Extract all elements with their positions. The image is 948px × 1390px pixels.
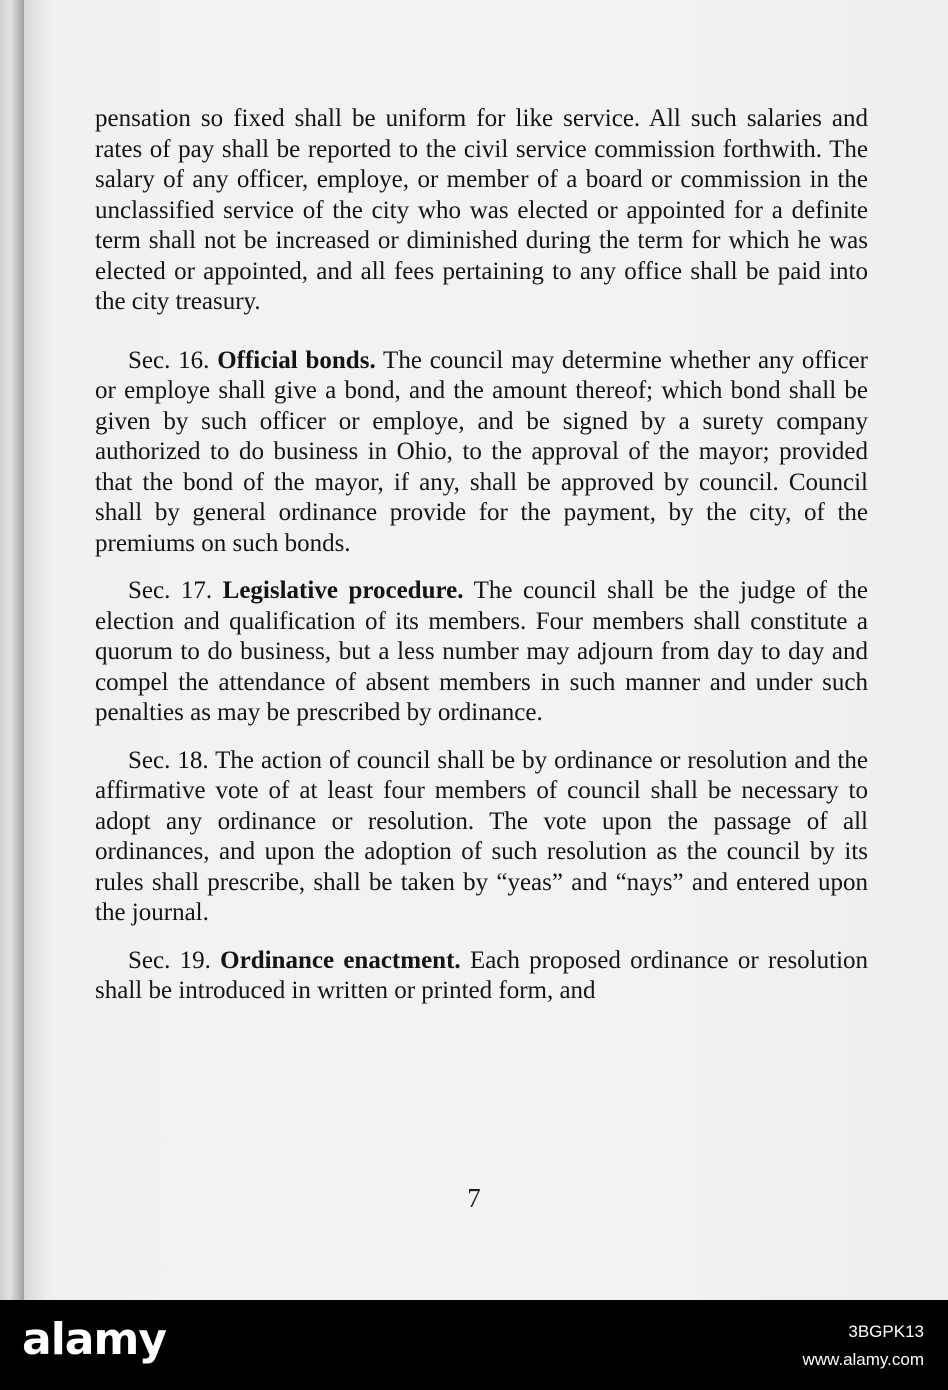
section-body: The council may determine whether any officer or employe shall give a bond, and the amount thereof; which bond shall be given by such officer or employe, and be signed by a surety company authorized to do business in Ohio, to the approval of the mayor; provided that the bond of the mayor, if any, shall be approved by council. Council shall by general ordinance provide for the payment, by the city, of the premiums on such bonds. bbox=[95, 346, 868, 557]
paragraph-gap bbox=[95, 929, 868, 946]
paragraph-gap bbox=[95, 559, 868, 576]
page-number: 7 bbox=[467, 1183, 481, 1213]
section-body: The council shall be the judge of the election and qualification of its members. Four members shall constitute a quorum to do business, but a less number may adjourn from day to day and compel the attendance of absent members in such manner and under such penalties as may be prescribed by ordinance. bbox=[95, 577, 868, 726]
section-16 bbox=[95, 346, 868, 560]
watermark-image-id: 3BGPK13 bbox=[848, 1322, 924, 1341]
section-heading: Legislative procedure. bbox=[222, 577, 464, 604]
watermark-logo: alamy bbox=[22, 1314, 166, 1365]
section-heading: Ordinance enactment. bbox=[220, 946, 461, 974]
section-19 bbox=[95, 946, 868, 1007]
section-heading: Official bonds. bbox=[217, 346, 376, 374]
section-number: Sec. 19. bbox=[128, 946, 211, 974]
section-body: The action of council shall be by ordinance or resolution and the affirmative vote of at least four members of council shall be necessary to adopt any ordinance or resolution. The vote upon the passage of all ordinances, and upon the adoption of such resolution as the council by its rules shall prescribe, shall be taken by “yeas” and “nays” and entered upon the journal. bbox=[95, 746, 868, 926]
paragraph-gap bbox=[95, 318, 868, 346]
section-number: Sec. 16. bbox=[128, 346, 210, 374]
opening-paragraph: pensation so fixed shall be uniform for like service. All such salaries and rates of pay shall be reported to the civil service commission forthwith. The salary of any officer, employe, or member of a board or commission in the unclassified service of the city who was elected or appointed for a definite term shall not be increased or diminished during the term for which he was elected or appointed, and all fees pertaining to any office shall be paid into the city treasury. bbox=[95, 105, 868, 315]
section-17 bbox=[95, 576, 868, 729]
watermark-footer bbox=[0, 1300, 948, 1390]
section-18 bbox=[95, 746, 868, 929]
section-number: Sec. 17. bbox=[128, 577, 213, 604]
paragraph-gap bbox=[95, 729, 868, 746]
page-text bbox=[95, 104, 868, 1007]
section-number: Sec. 18. bbox=[128, 746, 209, 774]
section-body: Each proposed ordinance or resolution shall be introduced in written or printed form, and bbox=[95, 946, 869, 1004]
watermark-url: www.alamy.com bbox=[802, 1350, 924, 1369]
book-spine bbox=[0, 0, 24, 1300]
